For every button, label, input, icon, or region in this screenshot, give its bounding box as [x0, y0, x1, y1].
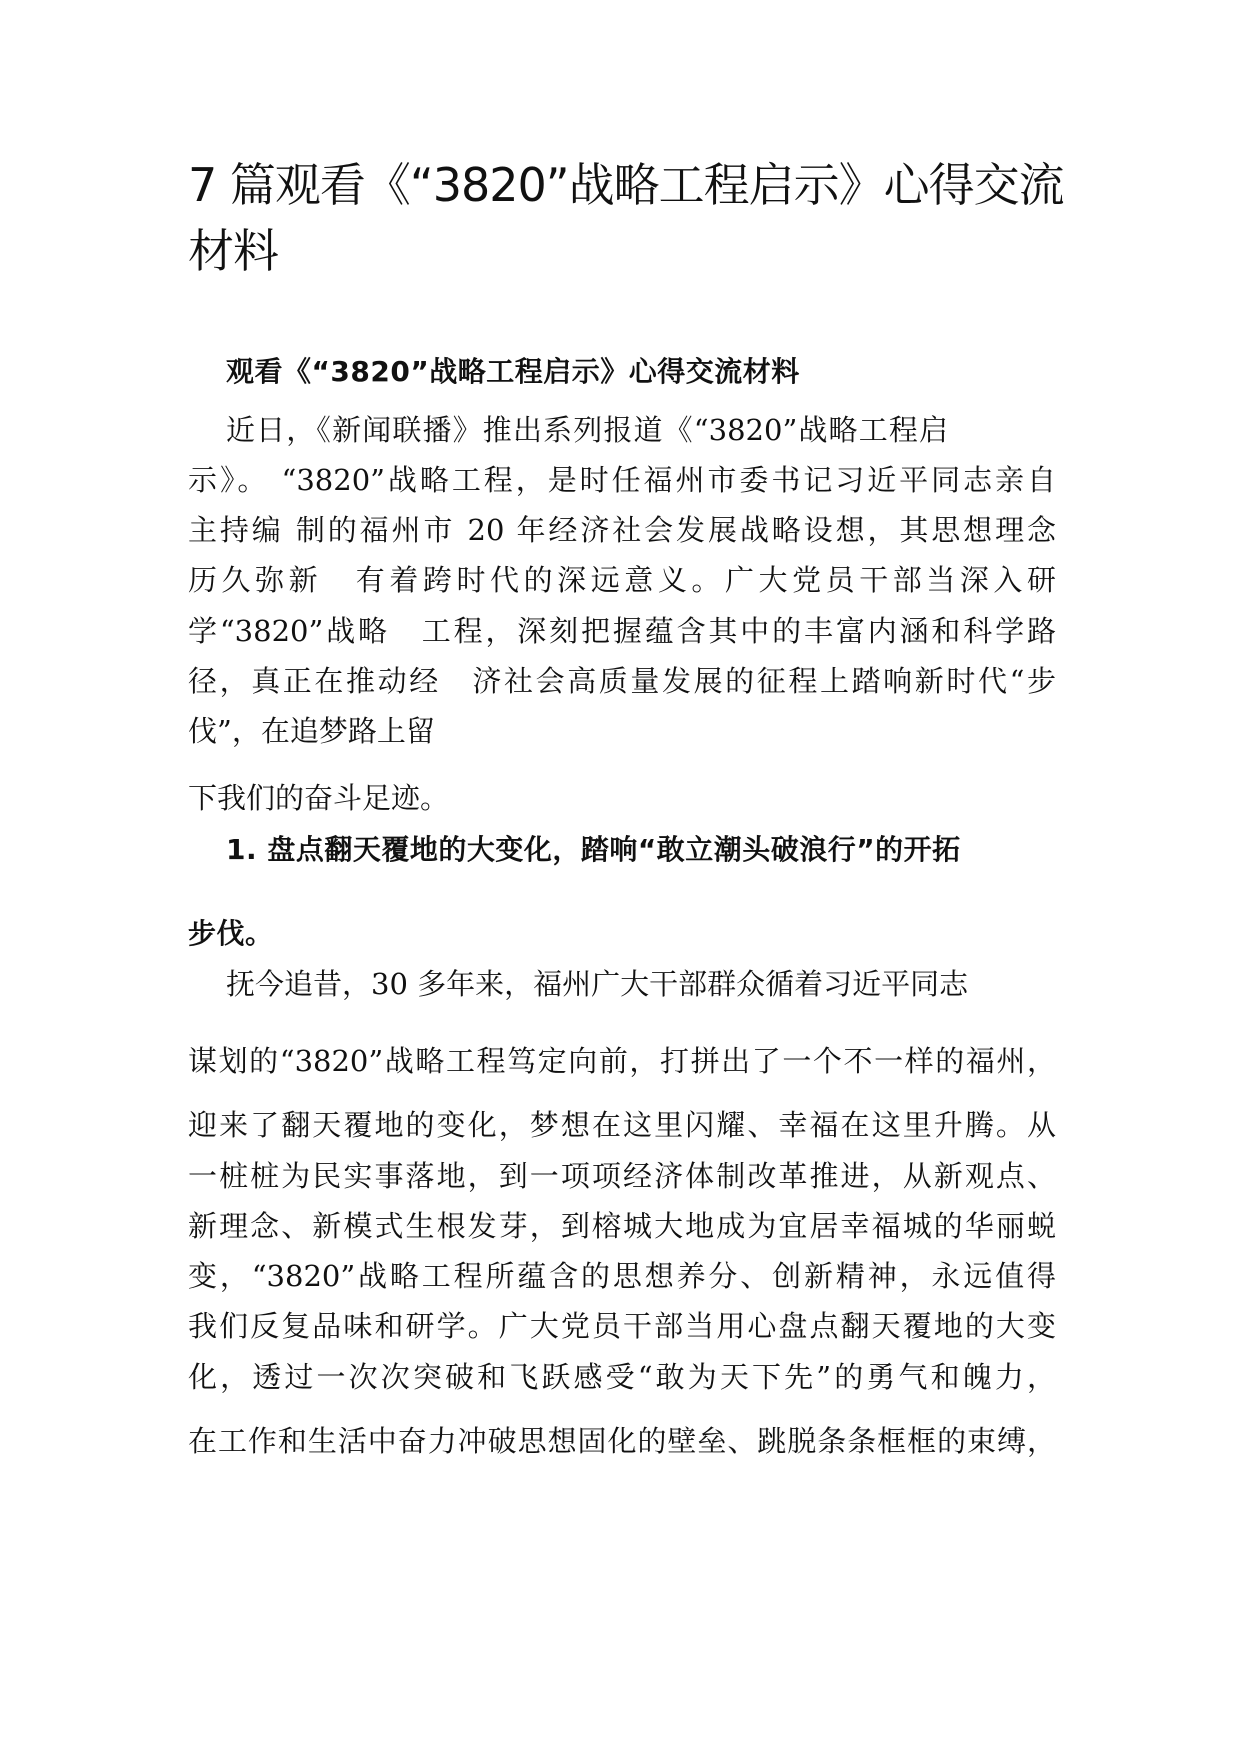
paragraph-line: 径，真正在推动经 济社会高质量发展的征程上踏响新时代“步	[188, 664, 1056, 698]
paragraph-line: 在工作和生活中奋力冲破思想固化的壁垒、跳脱条条框框的束缚，	[188, 1424, 1056, 1458]
paragraph-line: 化，透过一次次突破和飞跃感受“敢为天下先”的勇气和魄力，	[188, 1360, 1056, 1394]
paragraph-line: 伐”，在追梦路上留	[188, 714, 435, 748]
paragraph-line: 下我们的奋斗足迹。	[188, 781, 450, 815]
paragraph-line: 谋划的“3820”战略工程笃定向前，打拼出了一个不一样的福州，	[188, 1044, 1056, 1078]
section-title: 观看《“3820”战略工程启示》心得交流材料	[226, 355, 800, 388]
point-heading: 步伐。	[188, 917, 274, 950]
paragraph-line: 学“3820”战略 工程，深刻把握蕴含其中的丰富内涵和科学路	[188, 614, 1056, 648]
point-heading: 1. 盘点翻天覆地的大变化，踏响“敢立潮头破浪行”的开拓	[226, 833, 961, 866]
paragraph-line: 示》。 “3820”战略工程，是时任福州市委书记习近平同志亲自	[188, 463, 1056, 497]
paragraph-line: 一桩桩为民实事落地，到一项项经济体制改革推进，从新观点、	[188, 1159, 1056, 1193]
paragraph-line: 抚今追昔，30 多年来，福州广大干部群众循着习近平同志	[226, 967, 969, 1001]
paragraph-line: 我们反复品味和研学。广大党员干部当用心盘点翻天覆地的大变	[188, 1309, 1056, 1343]
paragraph-line: 变，“3820”战略工程所蕴含的思想养分、创新精神，永远值得	[188, 1259, 1056, 1293]
document-title: 7 篇观看《“3820”战略工程启示》心得交流 材料	[188, 158, 1064, 278]
paragraph-line: 迎来了翻天覆地的变化，梦想在这里闪耀、幸福在这里升腾。从	[188, 1108, 1056, 1142]
paragraph-line: 新理念、新模式生根发芽，到榕城大地成为宜居幸福城的华丽蜕	[188, 1209, 1056, 1243]
paragraph-line: 主持编 制的福州市 20 年经济社会发展战略设想，其思想理念	[188, 513, 1056, 547]
paragraph-line: 历久弥新 有着跨时代的深远意义。广大党员干部当深入研	[188, 563, 1056, 597]
paragraph-line: 近日，《新闻联播》推出系列报道《“3820”战略工程启	[226, 413, 948, 447]
